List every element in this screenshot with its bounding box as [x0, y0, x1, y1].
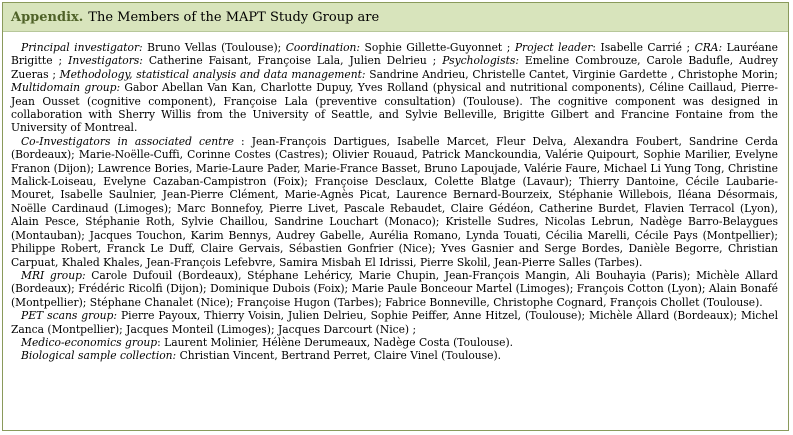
group-role-label: Principal investigator: [21, 41, 143, 54]
appendix-box [2, 2, 789, 431]
group-role-label: MRI group: [21, 268, 86, 282]
member-paragraph [11, 349, 778, 362]
group-role-label: Investigators: [68, 54, 143, 68]
group-members-text: Carole Dufouil (Bordeaux), Stéphane Lehéricy, Marie Chupin, Jean-François Mangin, Ali Bouhayia (Paris); Michèle Allard (Bordeaux); Frédéric Ricolfi (Dijon); Dominique Dubois (Foix); Marie Paule Bonceour Martel (Limoges); François Cotton (Lyon); Alain Bonafé (Montpellier); Stéphane Chanalet (Nice); Françoise Hugon (Tarbes); Fabrice Bonneville, Christophe Cognard, François Chollet (Toulouse). [11, 268, 778, 309]
group-role-label: Psychologists: [442, 54, 519, 68]
group-members-text: Pierre Payoux, Thierry Voisin, Julien Delrieu, Sophie Peiffer, Anne Hitzel, (Toulouse); Michèle Allard (Bordeaux); Michel Zanca (Montpellier); Jacques Monteil (Limoges); Jacques Darcourt (Nice) ; [11, 309, 778, 336]
member-paragraph [11, 135, 778, 269]
member-paragraph [11, 336, 778, 349]
group-role-label: Methodology, statistical analysis and data management: [59, 67, 366, 81]
appendix-label: Appendix. [11, 9, 84, 25]
group-members-text: Emeline Combrouze, Carole Badufle, Audrey Zueras ; [11, 54, 779, 81]
group-role-label: Medico-economics group [21, 335, 158, 349]
appendix-header [3, 3, 788, 32]
group-members-text: : Isabelle Carrié ; [592, 41, 695, 54]
group-role-label: CRA: [694, 41, 723, 54]
group-role-label: Biological sample collection: [21, 349, 177, 363]
group-members-text: Sandrine Andrieu, Christelle Cantet, Virginie Gardette , Christophe Morin; [365, 67, 778, 81]
group-members-text: Sophie Gillette-Guyonnet ; [360, 41, 515, 54]
member-paragraph [11, 269, 778, 309]
group-members-text: Gabor Abellan Van Kan, Charlotte Dupuy, Yves Rolland (physical and nutritional components), Céline Caillaud, Pierre-Jean Ousset (cognitive component), Françoise Lala (preventive consultation) (Toulouse). The cognitive component was designed in collaboration with Sherry Willis from the University of Seattle, and Sylvie Belleville, Brigitte Gilbert and Francine Fontaine from the University of Montreal. [11, 81, 778, 135]
group-role-label: Co-Investigators in associated centre [21, 134, 234, 148]
member-paragraph [11, 309, 778, 336]
group-members-text: Bruno Vellas (Toulouse); [142, 41, 286, 54]
appendix-title: The Members of the MAPT Study Group are [88, 9, 380, 25]
group-role-label: Project leader [514, 41, 593, 54]
group-role-label: Coordination: [285, 41, 361, 54]
group-members-text: : Laurent Molinier, Hélène Derumeaux, Nadège Costa (Toulouse). [157, 335, 514, 349]
appendix-content [3, 32, 788, 363]
group-members-text: Christian Vincent, Bertrand Perret, Claire Vinel (Toulouse). [176, 349, 502, 363]
group-role-label: PET scans group: [21, 309, 117, 323]
group-members-text: Catherine Faisant, Françoise Lala, Julien Delrieu ; [142, 54, 443, 68]
member-paragraph [11, 41, 778, 135]
group-members-text: Lauréane Brigitte ; [11, 41, 778, 68]
group-members-text: : Jean-François Dartigues, Isabelle Marcet, Fleur Delva, Alexandra Foubert, Sandrine Cerda (Bordeaux); Marie-Noëlle-Cuffi, Corinne Costes (Castres); Olivier Rouaud, Patrick Manckoundia, Valérie Quipourt, Sophie Marilier, Evelyne Franon (Dijon); Lawrence Bories, Marie-Laure Pader, Marie-France Basset, Bruno Lapoujade, Valérie Faure, Michael Li Yung Tong, Christine Malick-Loiseau, Evelyne Cazaban-Campistron (Foix); Françoise Desclaux, Colette Blatge (Lavaur); Thierry Dantoine, Cécile Laubarie-Mouret, Isabelle Saulnier, Jean-Pierre Clément, Marie-Agnès Picat, Laurence Bernard-Bourzeix, Stéphanie Willebois, Iléana Désormais, Noëlle Cardinaud (Limoges); Marc Bonnefoy, Pierre Livet, Pascale Rebaudet, Claire Gédéon, Catherine Burdet, Flavien Terracol (Lyon), Alain Pesce, Stéphanie Roth, Sylvie Chaillou, Sandrine Louchart (Monaco); Kristelle Sudres, Nicolas Lebrun, Nadège Barro-Belaygues (Montauban); Jacques Touchon, Karim Bennys, Audrey Gabelle, Aurélia Romano, Lynda Touati, Cécilia Marelli, Cécile Pays (Montpellier); Philippe Robert, Franck Le Duff, Claire Gervais, Sébastien Gonfrier (Nice); Yves Gasnier and Serge Bordes, Danièle Begorre, Christian Carpuat, Khaled Khales, Jean-François Lefebvre, Samira Misbah El Idrissi, Pierre Skolil, Jean-Pierre Salles (Tarbes). [11, 134, 778, 269]
group-role-label: Multidomain group: [11, 81, 121, 95]
